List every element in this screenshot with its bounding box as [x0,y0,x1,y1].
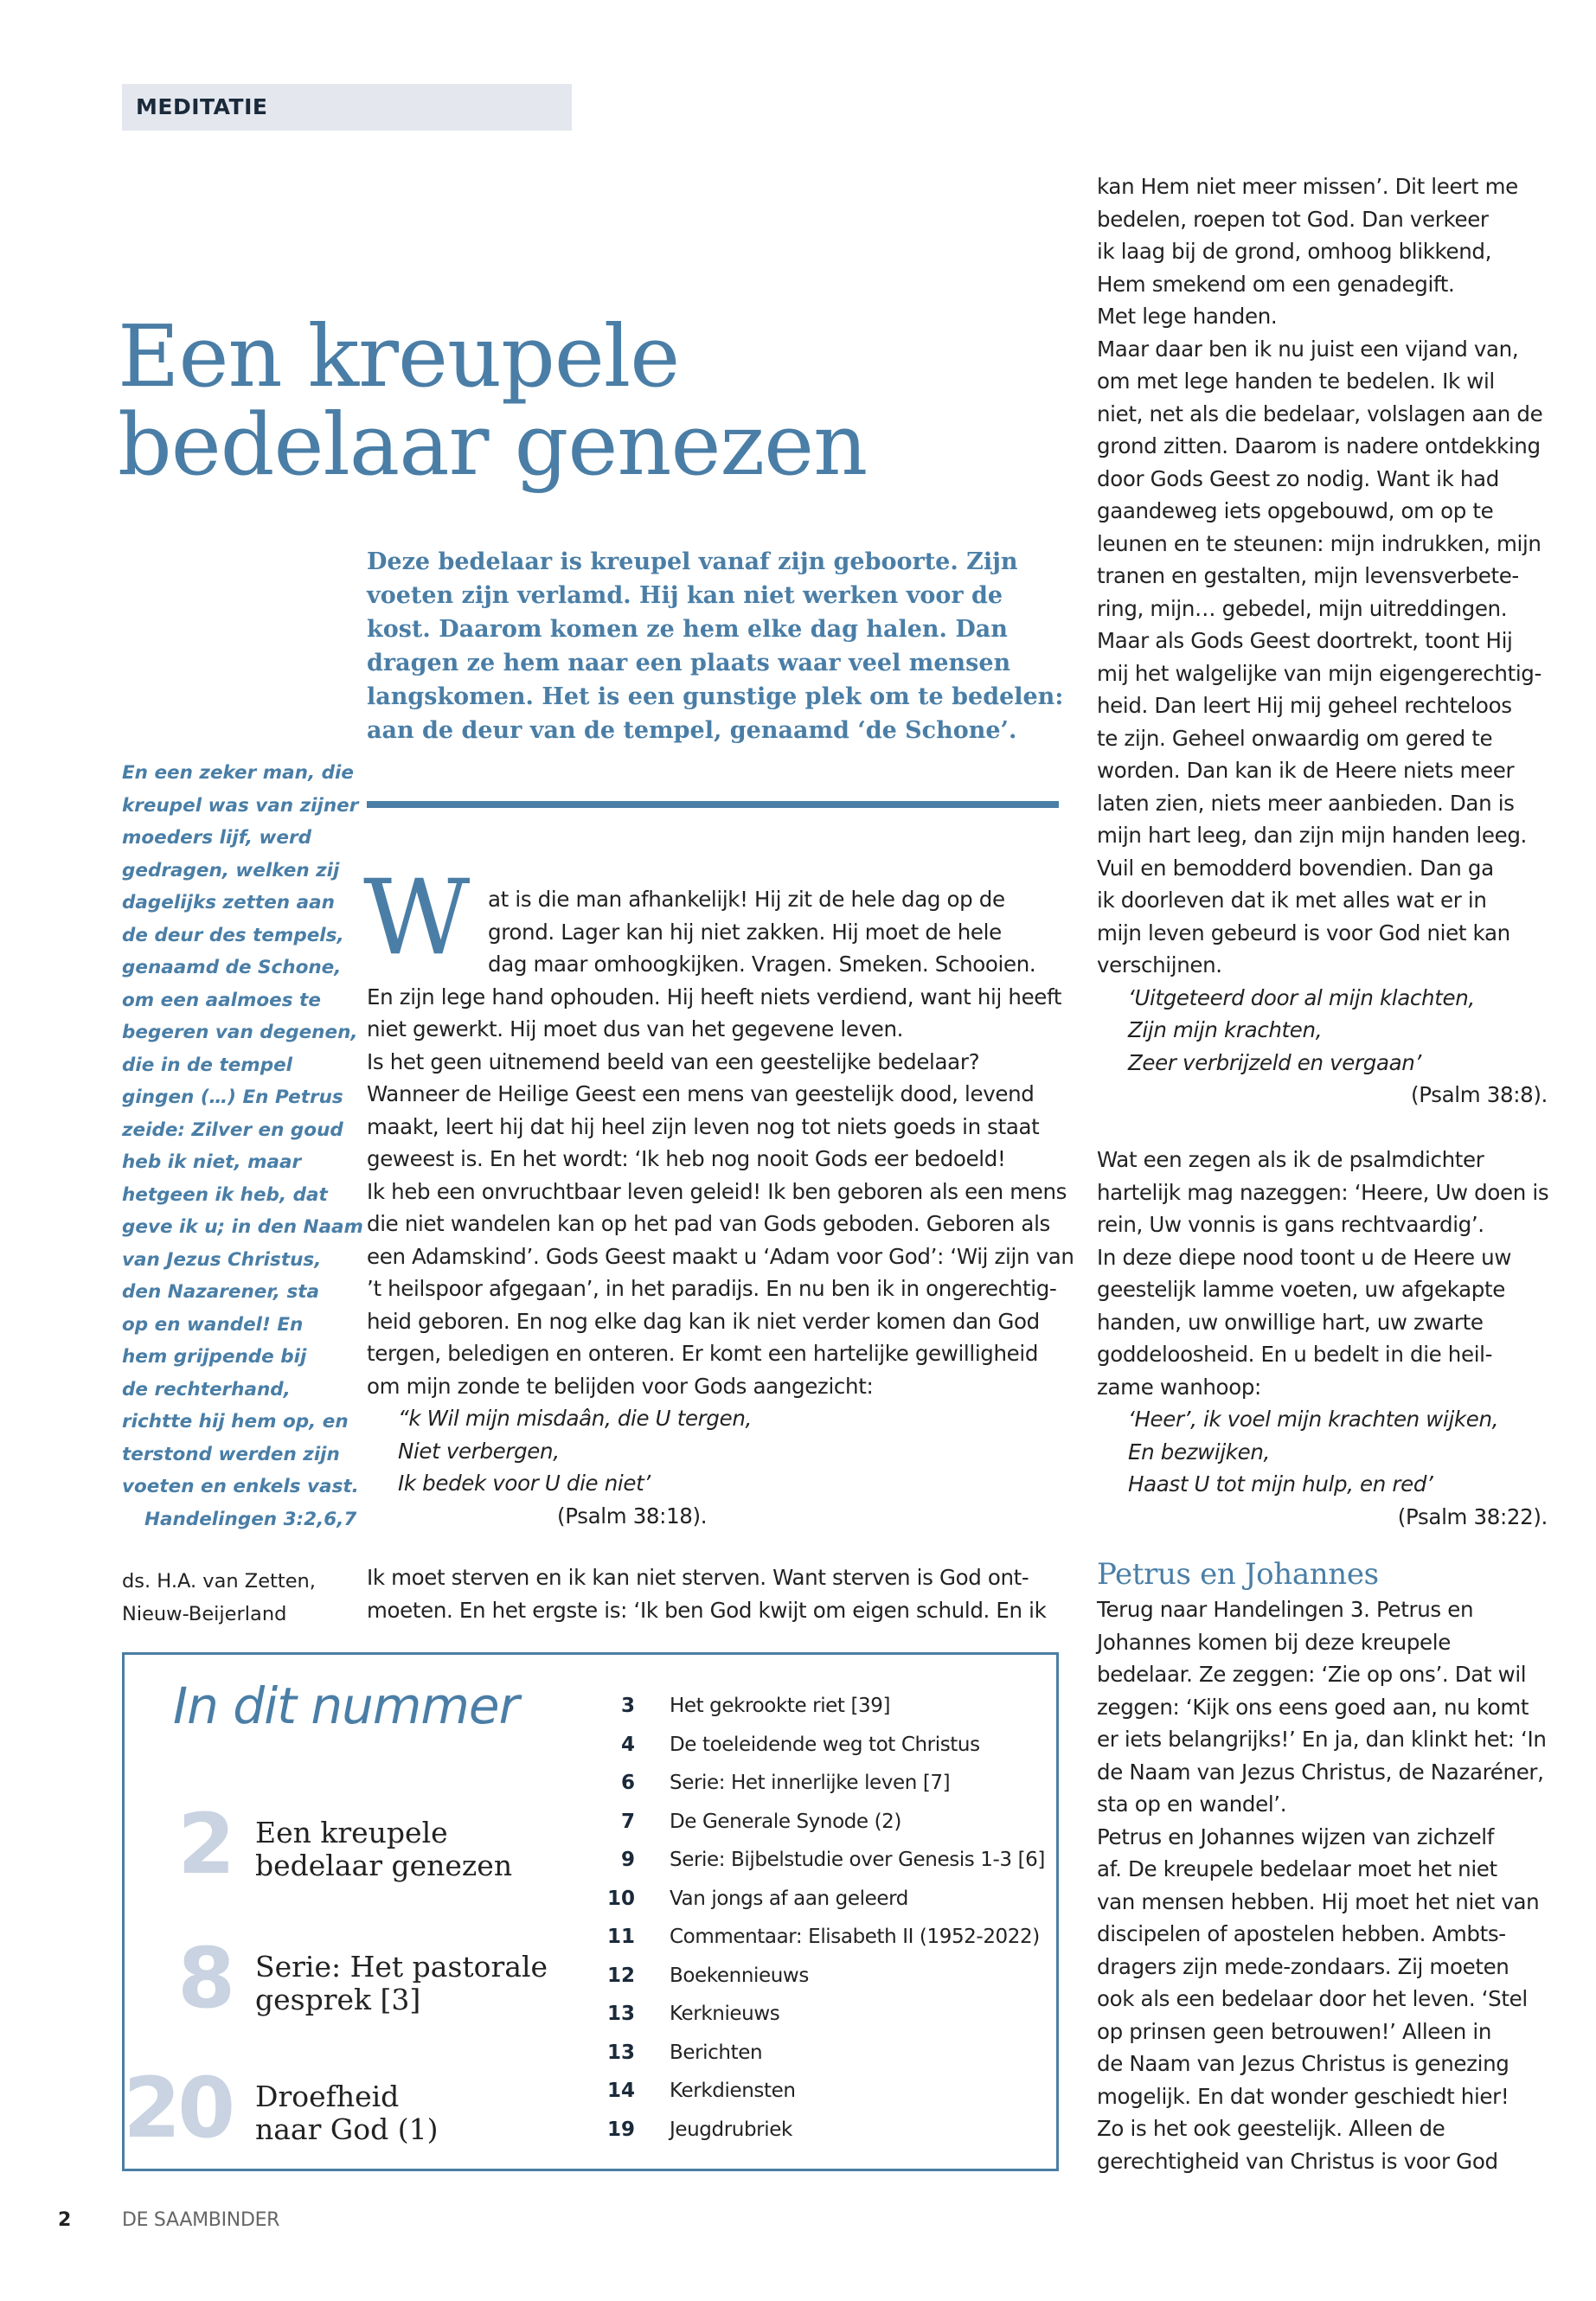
body-line: discipelen of apostelen hebben. Ambts- [1097,1921,1506,1946]
body-line: geestelijk lamme voeten, uw afgekapte [1097,1277,1505,1302]
quote-line: begeren van degenen, [122,1022,358,1043]
toc-page: 9 [620,1849,635,1871]
body-line: Is het geen uitnemend beeld van een geestelijke bedelaar? [367,1048,980,1074]
quote-line: dagelijks zetten aan [122,892,335,913]
toc-page: 3 [620,1695,635,1717]
body-line: Maar daar ben ik nu juist een vijand van, [1097,336,1519,362]
quote-line: voeten en enkels vast. [122,1476,359,1497]
quote-line: de rechterhand, [122,1378,291,1400]
toc-page: 10 [606,1887,635,1910]
toc-label: Commentaar: Elisabeth II (1952-2022) [670,1926,1040,1948]
subheading: Petrus en Johannes [1097,1557,1379,1592]
toc-label: De toeleidende weg tot Christus [670,1733,980,1756]
lead-line: aan de deur van de tempel, genaamd ‘de Schone’. [367,717,1017,744]
body-line: grond. Lager kan hij niet zakken. Hij moet de hele [488,919,1002,945]
quote-line: moeders lijf, werd [122,827,311,849]
body-line: die niet wandelen kan op het pad van Gods geboden. Geboren als [367,1211,1050,1236]
body-line: Vuil en bemodderd bovendien. Dan ga [1097,855,1494,881]
body-line: goddeloosheid. En u bedelt in die heil- [1097,1342,1493,1367]
body-line: Johannes komen bij deze kreupele [1097,1629,1451,1655]
quote-line: genaamd de Schone, [122,957,342,978]
lead-line: dragen ze hem naar een plaats waar veel mensen [367,650,1011,676]
quote-line: de deur des tempels, [122,924,344,946]
toc-label: Het gekrookte riet [39] [670,1695,891,1717]
body-line: de Naam van Jezus Christus, de Nazaréner, [1097,1759,1544,1785]
poem-line: Zeer verbrijzeld en vergaan’ [1128,1049,1421,1075]
lead-line: voeten zijn verlamd. Hij kan niet werken voor de [367,582,1003,609]
quote-line: gingen (…) En Petrus [122,1086,343,1108]
body-line: gaandeweg iets opgebouwd, om op te [1097,498,1494,523]
body-column-right-section [1097,1557,1551,2177]
toc-page: 6 [620,1772,635,1794]
toc-item[interactable] [585,1764,1052,1803]
body-line: verschijnen. [1097,952,1222,977]
body-line: mijn hart leeg, dan zijn mijn handen leeg. [1097,823,1527,848]
side-quote [122,757,363,1535]
title-line: Een kreupele [118,308,680,407]
body-column-middle-continued [367,1561,1063,1626]
body-line: zeggen: ‘Kijk ons eens goed aan, nu komt [1097,1694,1529,1720]
toc-label: Boekennieuws [670,1964,809,1987]
featured-title[interactable] [255,2080,438,2146]
lead-line: langskomen. Het is een gunstige plek om te bedelen: [367,683,1064,710]
body-line: Wat een zegen als ik de psalmdichter [1097,1147,1484,1172]
toc-page: 13 [606,2041,635,2064]
toc-label: Van jongs af aan geleerd [670,1887,908,1910]
quote-line: En een zeker man, die [122,762,354,784]
poem-line: “k Wil mijn misdaân, die U tergen, [398,1406,752,1431]
body-line: gerechtigheid van Christus is voor God [1097,2148,1498,2174]
section-tab [122,84,572,131]
body-line: leunen en te steunen: mijn indrukken, mijn [1097,530,1542,556]
body-line: Zo is het ook geestelijk. Alleen de [1097,2116,1445,2141]
toc-page: 14 [606,2080,635,2102]
body-line: heid. Dan leert Hij mij geheel rechteloos [1097,693,1512,718]
body-line: En zijn lege hand ophouden. Hij heeft niets verdiend, want hij heeft [367,984,1062,1009]
poem-reference: (Psalm 38:22). [1397,1503,1548,1529]
toc-page: 4 [620,1733,635,1756]
body-line: kan Hem niet meer missen’. Dit leert me [1097,174,1518,199]
body-line: grond zitten. Daarom is nadere ontdekking [1097,433,1541,458]
quote-line: gedragen, welken zij [122,859,340,881]
poem-line: Zijn mijn krachten, [1128,1017,1323,1042]
drop-cap: W [363,858,471,978]
body-line: Terug naar Handelingen 3. Petrus en [1097,1597,1474,1622]
body-line: Maar als Gods Geest doortrekt, toont Hij [1097,628,1513,653]
toc-item[interactable] [585,2111,1052,2150]
body-line: af. De kreupele bedelaar moet het niet [1097,1856,1497,1881]
body-line: heid geboren. En nog elke dag kan ik niet verder komen dan God [367,1308,1040,1334]
featured-title-line: Serie: Het pastorale [255,1950,548,1984]
body-line: maakt, leert hij dat hij heel zijn leven nog tot niets goeds in staat [367,1113,1040,1139]
body-line: bedelaar. Ze zeggen: ‘Zie op ons’. Dat wil [1097,1662,1527,1687]
body-line: bedelen, roepen tot God. Dan verkeer [1097,206,1489,232]
body-line: Wanneer de Heilige Geest een mens van geestelijk dood, levend [367,1081,1035,1106]
body-line: ring, mijn… gebedel, mijn uitreddingen. [1097,595,1508,621]
body-line: moeten. En het ergste is: ‘Ik ben God kwijt om eigen schuld. En ik [367,1597,1047,1623]
toc-item[interactable] [585,1726,1052,1765]
toc-list [585,1687,1052,2149]
featured-title[interactable] [255,1817,512,1882]
quote-line: terstond werden zijn [122,1443,340,1465]
body-line: tergen, beledigen en onteren. Er komt een hartelijke gewilligheid [367,1341,1039,1366]
lead-divider [367,801,1059,808]
quote-line: van Jezus Christus, [122,1248,322,1271]
toc-item[interactable] [585,1880,1052,1919]
body-line: zame wanhoop: [1097,1374,1261,1400]
lead-paragraph [367,545,1064,747]
body-line: Petrus en Johannes wijzen van zichzelf [1097,1823,1495,1849]
toc-label: Kerknieuws [670,2003,780,2025]
body-line: mij het walgelijke van mijn eigengerechtig- [1097,660,1542,686]
title-line: bedelaar genezen [118,396,868,495]
body-line: Ik heb een onvruchtbaar leven geleid! Ik ben geboren als een mens [367,1178,1067,1204]
body-column-right [1097,170,1551,1533]
body-line: handen, uw onwillige hart, uw zwarte [1097,1309,1484,1335]
toc-heading: In dit nummer [173,1676,519,1735]
body-line: ook als een bedelaar door het leven. ‘Stel [1097,1986,1528,2011]
quote-reference: Handelingen 3:2,6,7 [144,1508,357,1530]
featured-page-number: 20 [123,2060,232,2157]
article-title [118,308,983,495]
toc-label: Jeugdrubriek [670,2118,792,2141]
quote-line: hem grijpende bij [122,1346,307,1368]
body-line: de Naam van Jezus Christus is genezing [1097,2051,1509,2076]
toc-page: 7 [620,1810,635,1833]
body-line: ’t heilspoor afgegaan’, in het paradijs. En nu ben ik in ongerechtig- [367,1276,1057,1301]
body-line: dragers zijn mede-zondaars. Zij moeten [1097,1953,1509,1979]
toc-label: De Generale Synode (2) [670,1810,901,1833]
body-line: sta op en wandel’. [1097,1791,1287,1817]
poem-line: ‘Uitgeteerd door al mijn klachten, [1128,984,1475,1010]
body-line: at is die man afhankelijk! Hij zit de hele dag op de [488,887,1005,912]
poem-line: En bezwijken, [1128,1439,1270,1465]
footer-page-number: 2 [58,2209,72,2231]
body-line: rein, Uw vonnis is gans rechtvaardig’. [1097,1212,1484,1237]
quote-line: op en wandel! En [122,1313,304,1336]
featured-title-line: gesprek [3] [255,1983,421,2016]
body-line: om met lege handen te bedelen. Ik wil [1097,369,1495,394]
toc-item[interactable] [585,1841,1052,1880]
author-name: ds. H.A. van Zetten, [122,1570,316,1593]
body-line: Hem smekend om een genadegift. [1097,271,1455,297]
featured-title[interactable] [255,1951,548,2016]
toc-page: 19 [606,2118,635,2141]
body-column-middle [367,883,1074,1532]
toc-page: 12 [606,1964,635,1987]
body-line: laten zien, niets meer aanbieden. Dan is [1097,790,1515,816]
quote-line: heb ik niet, maar [122,1151,302,1173]
toc-item[interactable] [585,2072,1052,2111]
toc-label: Serie: Bijbelstudie over Genesis 1-3 [6] [670,1849,1045,1871]
quote-line: geve ik u; in den Naam [122,1216,363,1238]
body-line: Met lege handen. [1097,304,1278,329]
quote-line: kreupel was van zijner [122,794,359,817]
author-credit [122,1566,356,1631]
toc-label: Kerkdiensten [670,2080,796,2102]
body-line: een Adamskind’. Gods Geest maakt u ‘Adam voor God’: ‘Wij zijn van [367,1243,1074,1269]
body-line: om mijn zonde te belijden voor Gods aangezicht: [367,1373,874,1399]
toc-item[interactable] [585,1918,1052,1957]
section-label: MEDITATIE [136,94,268,119]
body-line: Ik moet sterven en ik kan niet sterven. Want sterven is God ont- [367,1565,1029,1590]
body-line: te zijn. Geheel onwaardig om gered te [1097,725,1493,751]
lead-line: Deze bedelaar is kreupel vanaf zijn geboorte. Zijn [367,548,1018,575]
body-line: In deze diepe nood toont u de Heere uw [1097,1244,1512,1270]
quote-line: zeide: Zilver en goud [122,1118,343,1141]
quote-line: den Nazarener, sta [122,1281,320,1303]
paragraph-gap [1097,1112,1551,1144]
poem-reference: (Psalm 38:8). [1411,1082,1548,1107]
featured-page-number: 2 [177,1796,232,1893]
toc-item[interactable] [585,1995,1052,2034]
footer-magazine-name: DE SAAMBINDER [122,2209,280,2231]
body-line: geweest is. En het wordt: ‘Ik heb nog nooit Gods eer bedoeld! [367,1146,1006,1171]
body-line: op prinsen geen betrouwen!’ Alleen in [1097,2018,1491,2044]
poem-line: Niet verbergen, [398,1438,560,1464]
body-line: mogelijk. En dat wonder geschiedt hier! [1097,2083,1509,2109]
toc-label: Berichten [670,2041,763,2064]
quote-line: die in de tempel [122,1054,293,1076]
poem-line: Haast U tot mijn hulp, en red’ [1128,1471,1433,1497]
toc-item[interactable] [585,2034,1052,2073]
featured-title-line: bedelaar genezen [255,1849,513,1882]
toc-item[interactable] [585,1803,1052,1842]
toc-page: 11 [606,1926,635,1948]
body-line: er iets belangrijks!’ En ja, dan klinkt het: ‘In [1097,1727,1547,1752]
poem-reference: (Psalm 38:18). [557,1503,708,1529]
toc-page: 13 [606,2003,635,2025]
body-line: dag maar omhoogkijken. Vragen. Smeken. Schooien. [488,952,1036,977]
quote-line: om een aalmoes te [122,989,321,1011]
toc-item[interactable] [585,1687,1052,1726]
body-line: worden. Dan kan ik de Heere niets meer [1097,758,1515,783]
body-line: ik laag bij de grond, omhoog blikkend, [1097,239,1492,264]
body-line: ik doorleven dat ik met alles wat er in [1097,888,1487,913]
toc-label: Serie: Het innerlijke leven [7] [670,1772,951,1794]
body-line: tranen en gestalten, mijn levensverbete- [1097,563,1519,588]
author-place: Nieuw-Beijerland [122,1602,287,1625]
body-line: mijn leven gebeurd is voor God niet kan [1097,920,1510,945]
featured-page-number: 8 [177,1930,232,2027]
featured-title-line: Een kreupele [255,1816,448,1849]
poem-line: Ik bedek voor U die niet’ [398,1471,651,1496]
poem-line: ‘Heer’, ik voel mijn krachten wijken, [1128,1407,1499,1432]
featured-title-line: naar God (1) [255,2112,439,2146]
body-line: niet, net als die bedelaar, volslagen aan de [1097,401,1543,426]
body-line: van mensen hebben. Hij moet het niet van [1097,1888,1540,1914]
toc-item[interactable] [585,1957,1052,1996]
body-line: door Gods Geest zo nodig. Want ik had [1097,465,1499,491]
quote-line: hetgeen ik heb, dat [122,1183,328,1206]
body-line: hartelijk mag nazeggen: ‘Heere, Uw doen is [1097,1179,1549,1205]
featured-title-line: Droefheid [255,2080,400,2113]
lead-line: kost. Daarom komen ze hem elke dag halen. Dan [367,616,1008,643]
body-line: niet gewerkt. Hij moet dus van het gegevene leven. [367,1016,904,1042]
quote-line: richtte hij hem op, en [122,1411,349,1433]
